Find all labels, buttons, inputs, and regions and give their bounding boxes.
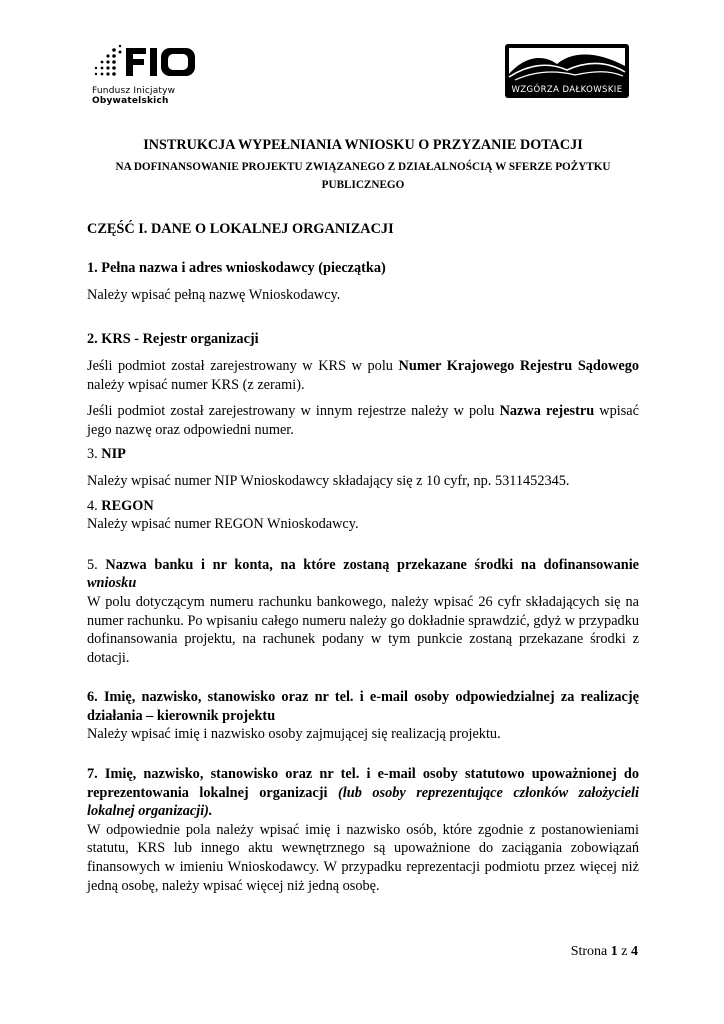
section-2-heading: 2. KRS - Rejestr organizacji (87, 331, 259, 348)
section-5-text: W polu dotyczącym numeru rachunku bankowego, należy wpisać 26 cyfr składających się na numer rachunku. Po wpisaniu całego numeru należy go dokładnie sprawdzić, gdyż w przypadku dofinansowania projektu, na rachunek podany w tym punkcie zostaną przekazane środki z dotacji. (87, 593, 639, 666)
section-1-text: Należy wpisać pełną nazwę Wnioskodawcy. (87, 286, 341, 303)
section-4-heading: 4. REGON (87, 497, 154, 514)
part-title: CZĘŚĆ I. DANE O LOKALNEJ ORGANIZACJI (87, 220, 394, 237)
fio-line2: Obywatelskich (92, 96, 169, 106)
section-7-heading: 7. Imię, nazwisko, stanowisko oraz nr tel. i e-mail osoby statutowo upoważnionej do reprezentowania lokalnej organizacji (lub osoby reprezentujące członków założycieli lokalnej organizacji). (87, 766, 639, 820)
document-title: INSTRUKCJA WYPEŁNIANIA WNIOSKU O PRZYZANIE DOTACJI (143, 137, 583, 153)
section-6-heading: 6. Imię, nazwisko, stanowisko oraz nr tel. i e-mail osoby odpowiedzialnej za realizację działania – kierownik projektu (87, 689, 640, 724)
document-body (87, 136, 639, 895)
section-7-text: W odpowiednie pola należy wpisać imię i nazwisko osób, które zgodnie z postanowieniami statutu, KRS lub innego aktu wewnętrznego są upoważnione do zaciągania zobowiązań finansowych w imieniu Wnioskodawcy. W przypadku reprezentacji podmiotu przez więcej niż jedną osobę, należy wpisać więcej niż jedną osobę. (87, 821, 639, 894)
fio-logo (92, 44, 202, 106)
wzgorza-logo (505, 44, 629, 98)
section-3-text: Należy wpisać numer NIP Wnioskodawcy składający się z 10 cyfr, np. 5311452345. (87, 472, 570, 489)
wzgorza-label: WZGÓRZA DAŁKOWSKIE (511, 85, 623, 95)
section-4-text: Należy wpisać numer REGON Wnioskodawcy. (87, 516, 359, 533)
section-1-heading: 1. Pełna nazwa i adres wnioskodawcy (pieczątka) (87, 260, 386, 277)
section-5-heading: 5. Nazwa banku i nr konta, na które zostaną przekazane środki na dofinansowanie wniosku (87, 556, 640, 592)
fio-caption (92, 86, 175, 106)
section-2-paragraph-1: Jeśli podmiot został zarejestrowany w KRS w polu Numer Krajowego Rejestru Sądowego należy wpisać numer KRS (z zerami). (87, 357, 639, 393)
section-2-paragraph-2: Jeśli podmiot został zarejestrowany w innym rejestrze należy w polu Nazwa rejestru wpisać jego nazwę oraz odpowiedni numer. (87, 403, 640, 438)
section-6-text: Należy wpisać imię i nazwisko osoby zajmującej się realizacją projektu. (87, 726, 501, 743)
document-subtitle: NA DOFINANSOWANIE PROJEKTU ZWIĄZANEGO Z DZIAŁALNOŚCIĄ W SFERZE POŻYTKU PUBLICZNEGO (115, 160, 611, 191)
fio-mark-icon (92, 44, 202, 86)
fio-line1: Fundusz Inicjatyw (92, 86, 176, 96)
page-number: Strona 1 z 4 (570, 944, 638, 959)
section-3-heading: 3. NIP (87, 446, 126, 463)
